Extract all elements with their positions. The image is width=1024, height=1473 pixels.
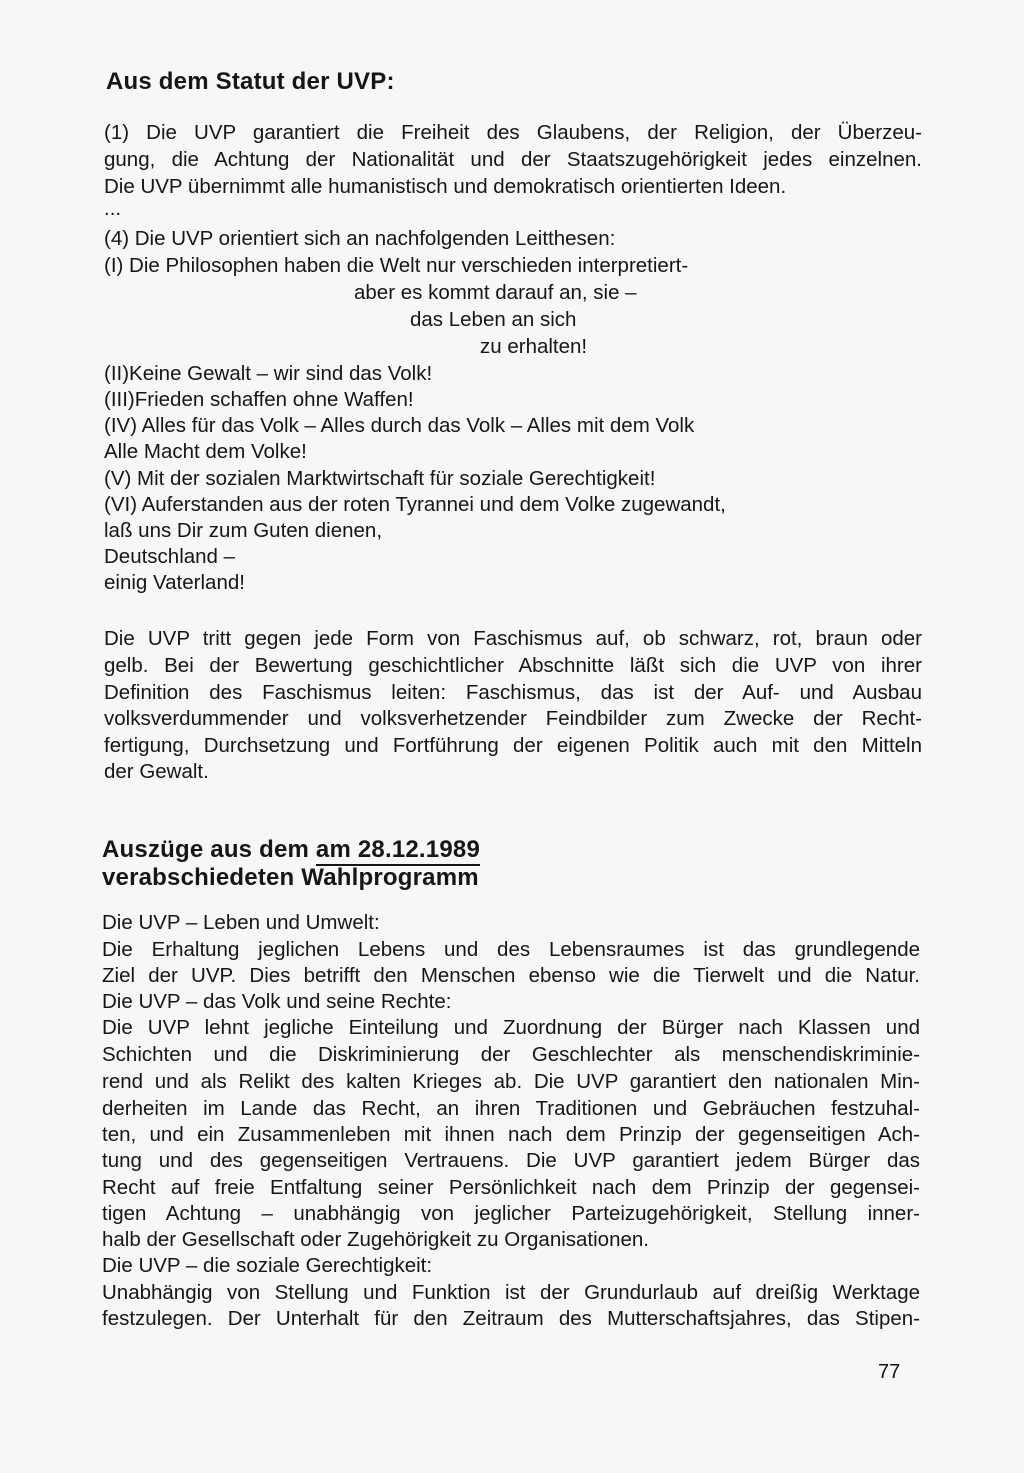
thesis-line: (II)Keine Gewalt – wir sind das Volk!: [104, 362, 433, 385]
statut-line: Die UVP übernimmt alle humanistisch und demokratisch orientierten Ideen.: [104, 175, 787, 198]
program-line: Schichten und die Diskriminierung der Geschlechter als menschendiskriminie-: [102, 1043, 920, 1066]
program-line: Ziel der UVP. Dies betrifft den Menschen ebenso wie die Tierwelt und die Natur.: [102, 964, 920, 987]
thesis-line: (VI) Auferstanden aus der roten Tyrannei und dem Volke zugewandt,: [104, 493, 726, 516]
program-line: ten, und ein Zusammenleben mit ihnen nach dem Prinzip der gegenseitigen Ach-: [102, 1123, 920, 1146]
fascism-paragraph-line: Definition des Faschismus leiten: Faschismus, das ist der Auf- und Ausbau: [104, 681, 922, 704]
program-line: Recht auf freie Entfaltung seiner Persönlichkeit nach dem Prinzip der gegensei-: [102, 1176, 920, 1199]
thesis-line: zu erhalten!: [480, 335, 588, 358]
fascism-paragraph-line: Die UVP tritt gegen jede Form von Faschismus auf, ob schwarz, rot, braun oder: [104, 627, 922, 650]
statut-line: (4) Die UVP orientiert sich an nachfolgenden Leitthesen:: [104, 227, 616, 250]
thesis-line: das Leben an sich: [410, 308, 577, 331]
thesis-line: Alle Macht dem Volke!: [104, 440, 307, 463]
program-line: Die UVP – das Volk und seine Rechte:: [102, 990, 452, 1013]
thesis-line: (IV) Alles für das Volk – Alles durch das Volk – Alles mit dem Volk: [104, 414, 695, 437]
program-line: festzulegen. Der Unterhalt für den Zeitraum des Mutterschaftsjahres, das Stipen-: [102, 1307, 920, 1330]
fascism-paragraph-line: der Gewalt.: [104, 760, 209, 783]
program-line: Die UVP – Leben und Umwelt:: [102, 911, 380, 934]
program-line: halb der Gesellschaft oder Zugehörigkeit zu Organisationen.: [102, 1228, 649, 1251]
fascism-paragraph-line: fertigung, Durchsetzung und Fortführung der eigenen Politik auch mit den Mitteln: [104, 734, 922, 757]
section-heading-statut: Aus dem Statut der UVP:: [106, 68, 395, 95]
program-line: rend und als Relikt des kalten Krieges ab. Die UVP garantiert den nationalen Min-: [102, 1070, 920, 1093]
statut-ellipsis: ...: [104, 197, 122, 220]
program-line: tigen Achtung – unabhängig von jeglicher Parteizugehörigkeit, Stellung inner-: [102, 1202, 920, 1225]
statut-line: (1) Die UVP garantiert die Freiheit des Glaubens, der Religion, der Überzeu-: [104, 121, 922, 144]
thesis-line: Deutschland –: [104, 545, 236, 568]
heading-prefix: Auszüge aus dem: [102, 836, 316, 863]
program-line: Die UVP – die soziale Gerechtigkeit:: [102, 1254, 433, 1277]
thesis-line: einig Vaterland!: [104, 571, 245, 594]
section-heading-wahlprogramm-line2: verabschiedeten Wahlprogramm: [102, 864, 479, 891]
statut-line: gung, die Achtung der Nationalität und der Staatszugehörigkeit jedes einzelnen.: [104, 148, 922, 171]
thesis-line: (V) Mit der sozialen Marktwirtschaft für soziale Gerechtigkeit!: [104, 467, 656, 490]
thesis-line: laß uns Dir zum Guten dienen,: [104, 519, 383, 542]
program-line: Unabhängig von Stellung und Funktion ist der Grundurlaub auf dreißig Werktage: [102, 1281, 920, 1304]
program-line: Die Erhaltung jeglichen Lebens und des Lebensraumes ist das grundlegende: [102, 938, 920, 961]
section-heading-wahlprogramm: [102, 836, 480, 863]
program-line: tung und des gegenseitigen Vertrauens. Die UVP garantiert jedem Bürger das: [102, 1149, 920, 1172]
fascism-paragraph-line: volksverdummender und volksverhetzender Feindbilder zum Zwecke der Recht-: [104, 707, 922, 730]
program-line: derheiten im Lande das Recht, an ihren Traditionen und Gebräuchen festzuhal-: [102, 1097, 920, 1120]
fascism-paragraph-line: gelb. Bei der Bewertung geschichtlicher Abschnitte läßt sich die UVP von ihrer: [104, 654, 922, 677]
page-number: 77: [878, 1361, 901, 1383]
program-line: Die UVP lehnt jegliche Einteilung und Zuordnung der Bürger nach Klassen und: [102, 1016, 920, 1039]
thesis-line: aber es kommt darauf an, sie –: [354, 281, 637, 304]
thesis-line: (I) Die Philosophen haben die Welt nur verschieden interpretiert-: [104, 254, 689, 277]
heading-date: am 28.12.1989: [316, 836, 480, 866]
thesis-line: (III)Frieden schaffen ohne Waffen!: [104, 388, 414, 411]
